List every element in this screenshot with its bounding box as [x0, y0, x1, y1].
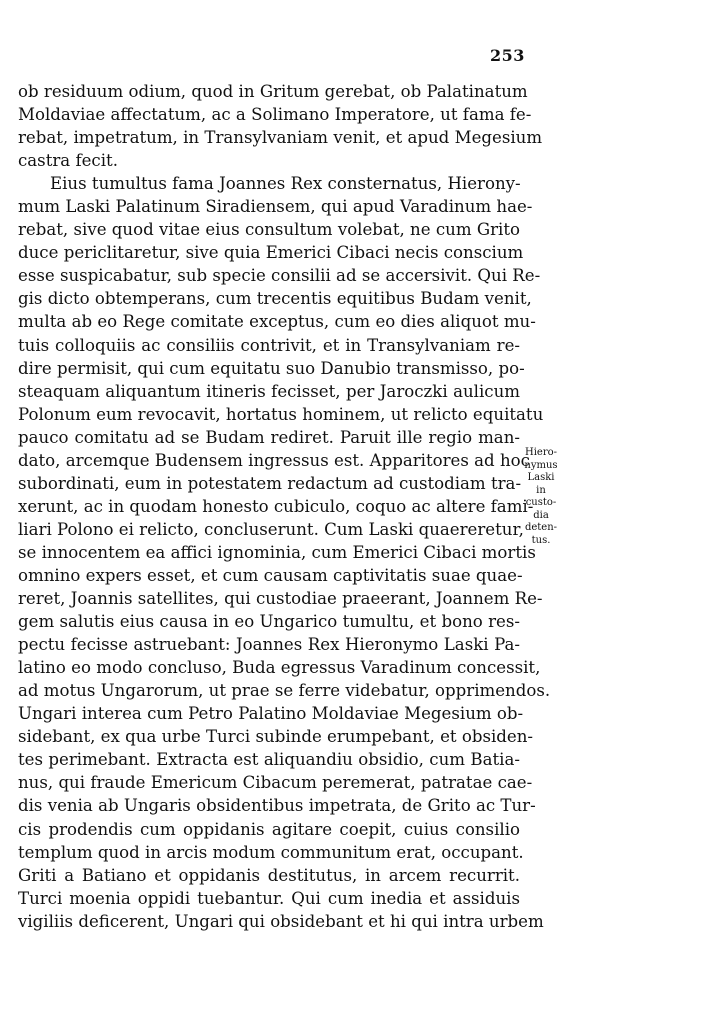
text-line: duce periclitaretur, sive quia Emerici Cibaci necis conscium — [18, 243, 524, 263]
text-line: omnino expers esset, et cum causam captivitatis suae quae- — [18, 565, 523, 585]
text-line: reret, Joannis satellites, qui custodiae praeerant, Joannem Re- — [18, 589, 543, 609]
text-line: xerunt, ac in quodam honesto cubiculo, coquo ac altere fami- — [18, 496, 534, 516]
text-line: esse suspicabatur, sub specie consilii ad se accersivit. Qui Re- — [18, 266, 541, 286]
text-line: Polonum eum revocavit, hortatus hominem, ut relicto equitatu — [18, 404, 544, 424]
text-line: tes perimebant. Extracta est aliquandiu obsidio, cum Batia- — [18, 750, 520, 770]
text-line: nus, qui fraude Emericum Cibacum peremerat, patratae cae- — [18, 773, 533, 793]
text-line: Ungari interea cum Petro Palatino Moldaviae Megesium ob- — [18, 704, 524, 724]
margin-note-line: in — [536, 484, 546, 496]
text-line: multa ab eo Rege comitate exceptus, cum eo dies aliquot mu- — [18, 312, 536, 332]
margin-note-line: dia — [533, 509, 549, 521]
text-line: rebat, sive quod vitae eius consultum volebat, ne cum Grito — [18, 220, 520, 240]
text-line: dis venia ab Ungaris obsidentibus impetrata, de Grito ac Tur- — [18, 796, 536, 816]
margin-note-line: Laski — [527, 472, 555, 483]
margin-note — [523, 447, 559, 547]
text-line: se innocentem ea affici ignominia, cum Emerici Cibaci mortis — [18, 542, 536, 562]
margin-note-line: deten- — [524, 522, 558, 533]
text-line: latino eo modo concluso, Buda egressus Varadinum concessit, — [18, 658, 541, 678]
text-line: ad motus Ungarorum, ut prae se ferre videbatur, opprimendos. — [18, 681, 551, 701]
text-line: cis prodendis cum oppidanis agitare coepit, cuius consilio — [18, 819, 520, 839]
text-line: liari Polono ei relicto, concluserunt. Cum Laski quaereretur, — [18, 519, 524, 539]
margin-note-line: Hiero- — [524, 447, 558, 458]
text-line: gis dicto obtemperans, cum trecentis equitibus Budam venit, — [18, 289, 532, 309]
margin-note-line: custo- — [525, 497, 557, 508]
text-line: castra fecit. — [18, 151, 118, 171]
text-line: subordinati, eum in potestatem redactum ad custodiam tra- — [18, 473, 522, 493]
text-line: templum quod in arcis modum communitum erat, occupant. — [18, 842, 524, 862]
text-line: Griti a Batiano et oppidanis destitutus, in arcem recurrit. — [18, 865, 520, 885]
margin-note-line: tus. — [531, 534, 551, 546]
text-line: pauco comitatu ad se Budam rediret. Paruit ille regio man- — [18, 427, 520, 447]
text-line: sidebant, ex qua urbe Turci subinde erumpebant, et obsiden- — [18, 727, 534, 747]
text-line: pectu fecisse astruebant: Joannes Rex Hieronymo Laski Pa- — [18, 635, 520, 655]
margin-note-line: nymus — [524, 459, 558, 471]
text-line: dato, arcemque Budensem ingressus est. Apparitores ad hoc — [18, 450, 530, 470]
text-line: Eius tumultus fama Joannes Rex consternatus, Hierony- — [50, 174, 521, 194]
text-line: steaquam aliquantum itineris fecisset, per Jaroczki aulicum — [18, 381, 520, 401]
text-line: dire permisit, qui cum equitatu suo Danubio transmisso, po- — [18, 358, 525, 378]
text-line: rebat, impetratum, in Transylvaniam venit, et apud Megesium — [18, 128, 543, 148]
page-number: 253 — [490, 46, 525, 65]
text-line: Moldaviae affectatum, ac a Solimano Imperatore, ut fama fe- — [18, 105, 532, 125]
text-line: Turci moenia oppidi tuebantur. Qui cum inedia et assiduis — [18, 888, 520, 908]
text-line: mum Laski Palatinum Siradiensem, qui apud Varadinum hae- — [18, 197, 533, 217]
text-line: tuis colloquiis ac consiliis contrivit, et in Transylvaniam re- — [18, 335, 520, 355]
text-line: ob residuum odium, quod in Gritum gerebat, ob Palatinatum — [18, 82, 528, 101]
text-line: gem salutis eius causa in eo Ungarico tumultu, et bono res- — [18, 612, 520, 632]
text-line: vigiliis deficerent, Ungari qui obsidebant et hi qui intra urbem — [18, 911, 544, 931]
